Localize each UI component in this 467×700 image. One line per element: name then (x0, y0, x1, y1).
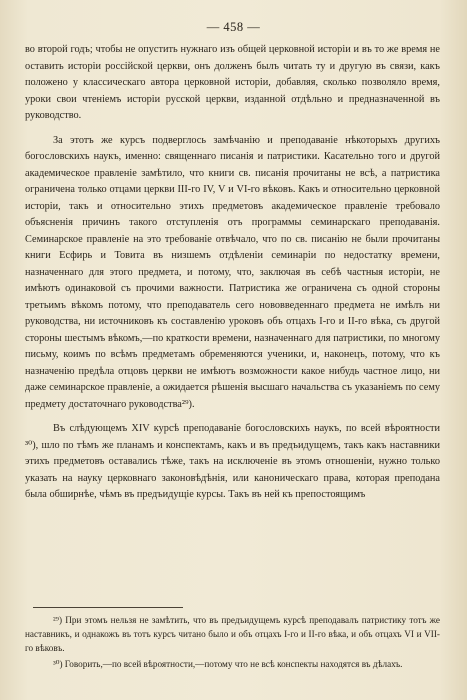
paragraph: За этотъ же курсъ подверглось замѣчанію и преподаваніе нѣкоторыхъ другихъ богословскихъ наукъ, именно: священнаго писанія и патристики. Касательно того и другой академическое правленіе замѣтило, что книги св. писанія прочитаны не всѣ, а патристика ограничена только отцами церкви III-го IV, V и VI-го вѣковъ. Какъ и относительно церковной исторіи, такъ и относительно этихъ предметовъ академическое правленіе требовало объясненія причинъ такого отступленія отъ программы семинарскаго преподаванія. Семинарское правленіе на это требованіе отвѣчало, что по св. писанію не были прочитаны книги Есфирь и Товита въ низшемъ отдѣленіи семинаріи по недостатку времени, назначеннаго для этого предмета, и потому, что, заключая въ себѣ частныя исторіи, не имѣютъ одинаковой съ прочими важности. Патристика же ограничена съ одной стороны третьимъ вѣкомъ потому, что преподаватель сего нововведеннаго предмета не имѣлъ ни руководства, ни источниковъ къ составленію уроковъ объ отцахъ I-го и II-го вѣка, съ другой стороны шестымъ вѣкомъ,—по краткости времени, назначеннаго для патристики, по многому письму, коимъ по всѣмъ предметамъ обременяются ученики, и, наконецъ, потому, что къ назначенію предѣла отцовъ церкви не имѣютъ возможности какое нибудь частное лицо, ни даже семинарское правленіе, а ожидается рѣшенія высшаго начальства съ указаніемъ по сему предмету достаточнаго руководства²⁹). (25, 134, 440, 410)
page-number: — 458 — (206, 20, 261, 34)
footnote: ³⁰) Говорить,—по всей вѣроятности,—потому что не всѣ конспекты находятся въ дѣлахъ. (53, 659, 403, 669)
footnotes (25, 613, 440, 673)
body-text (25, 42, 440, 504)
paragraph: Въ слѣдующемъ XIV курсѣ преподаваніе богословскихъ наукъ, по всей вѣроятности ³⁰), шло по тѣмъ же планамъ и конспектамъ, какъ и въ предъидущемъ, такъ какъ наставники этихъ предметовъ оставались тѣже, такъ на исключеніе въ этомъ отношеніи, нужно только указать на науку церковнаго законовѣдѣнія, или каноническаго права, которая преподана была обширнѣе, чѣмъ въ предъидущіе курсы. Такъ въ ней къ препостоящимъ (25, 423, 440, 500)
footnote: ²⁹) При этомъ нельзя не замѣтить, что въ предъидущемъ курсѣ преподавалъ патристику тотъ же наставникъ, и однакожъ въ тотъ курсъ читано было и объ отцахъ I-го и II-го вѣка, и объ отцахъ VI и VII-го вѣковъ. (25, 615, 440, 653)
paragraph: во второй годъ; чтобы не опустить нужнаго изъ общей церковной исторіи и въ то же время не оставить исторіи россійской церкви, онъ долженъ былъ читать ту и другую въ связи, какъ положено у классическаго автора церковной исторіи, добавляя, сколько позволяло время, уроки свои чтеніемъ исторіи русской церкви, изданной отдѣльно и предназначенной въ руководство. (25, 44, 440, 121)
footnote-separator (33, 607, 183, 608)
